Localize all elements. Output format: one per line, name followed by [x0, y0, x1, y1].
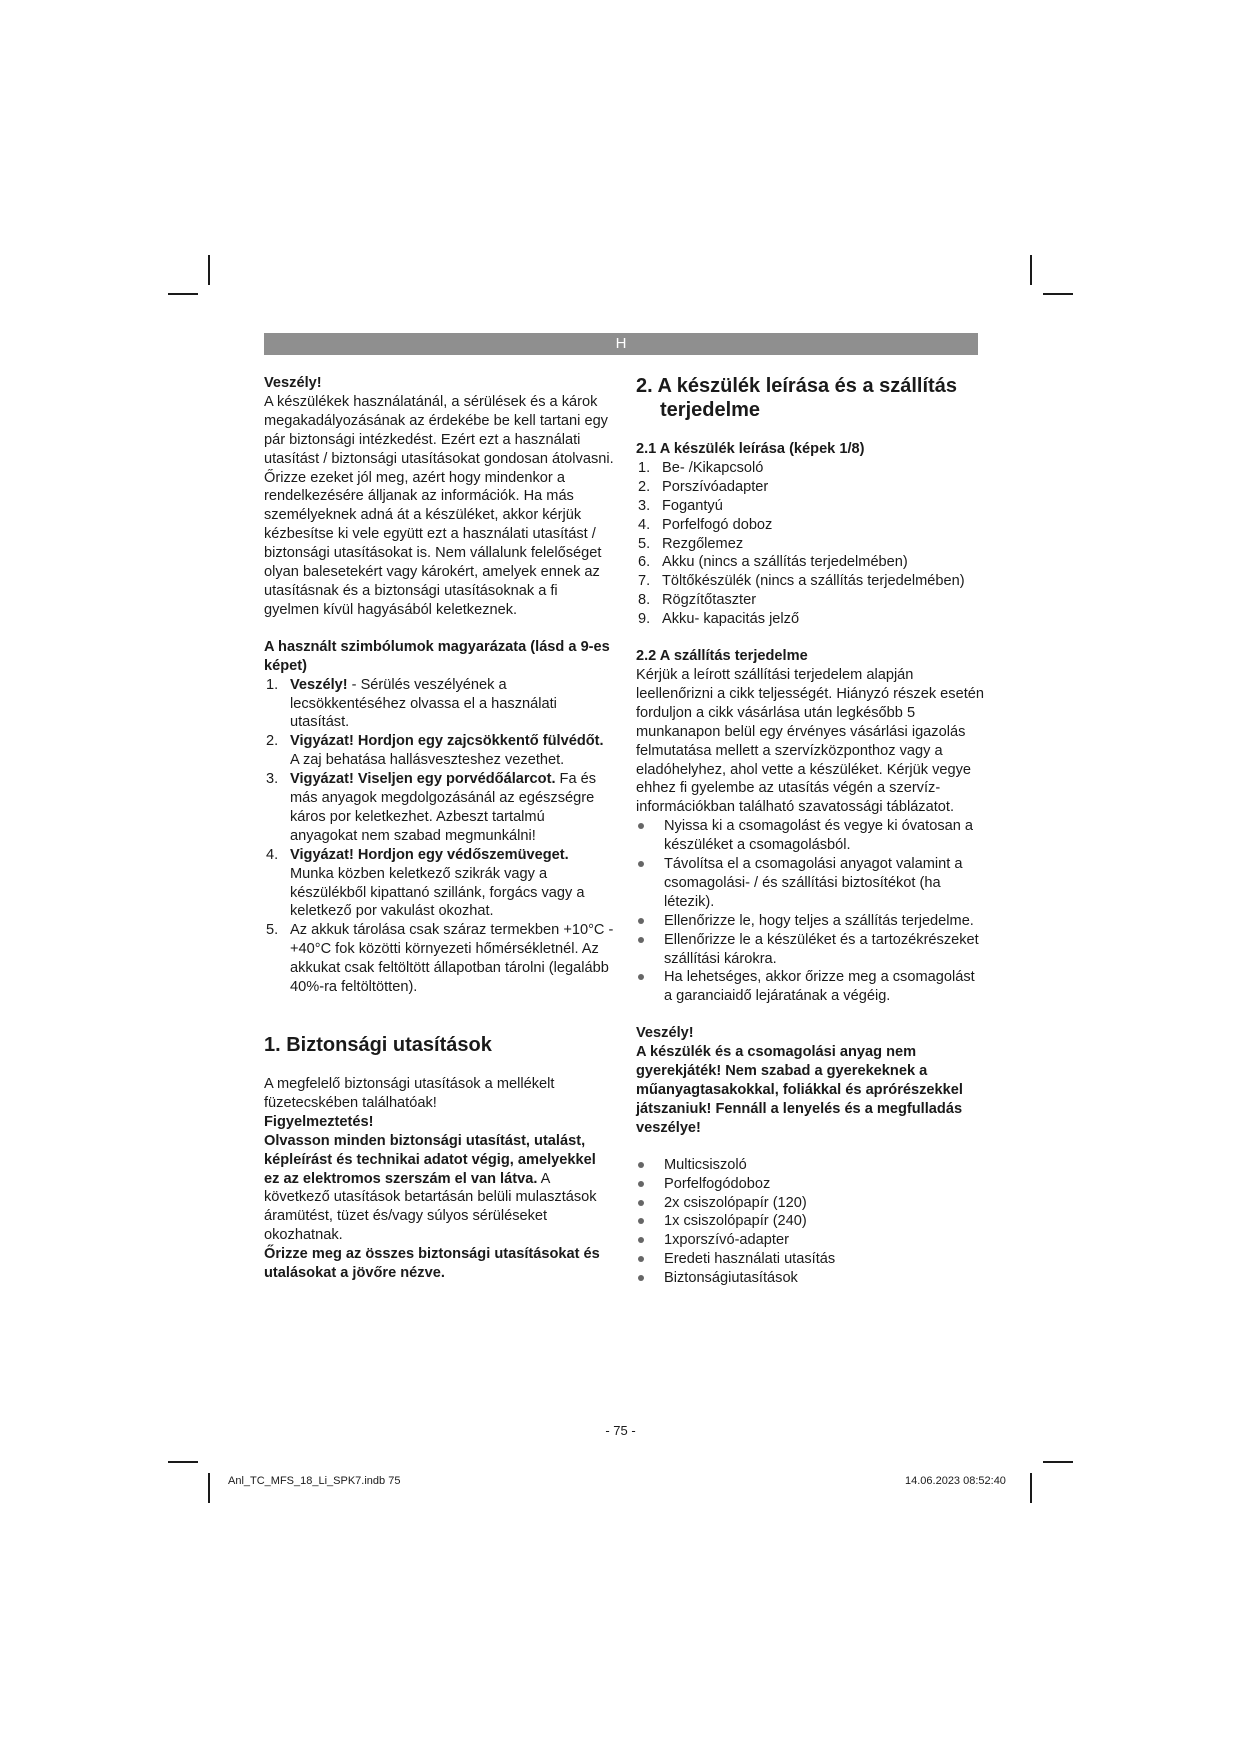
file-info: Anl_TC_MFS_18_Li_SPK7.indb 75	[228, 1475, 401, 1487]
scope-step: Nyissa ki a csomagolást és vegye ki óvatosan a készüléket a csomagolásból.	[636, 817, 986, 855]
symbol-item: 4. Vigyázat! Hordjon egy védőszemüveget. Munka közben keletkező szikrák vagy a készülékből kipattanó szillánk, forgács vagy a keletkező por vakulást okozhat.	[266, 846, 585, 920]
warning-title: Figyelmeztetés!	[264, 1113, 374, 1130]
contents-item: 1xporszívó-adapter	[636, 1231, 986, 1250]
part-item: 9. Akku- kapacitás jelző	[638, 611, 800, 628]
contents-item: 2x csiszolópapír (120)	[636, 1194, 986, 1213]
crop-mark	[1030, 255, 1032, 285]
part-item: 8. Rögzítőtaszter	[638, 592, 757, 609]
part-item: 4. Porfelfogó doboz	[638, 516, 773, 533]
part-item: 1. Be- /Kikapcsoló	[638, 459, 764, 476]
crop-mark	[1030, 1473, 1032, 1503]
symbol-item: 1. Veszély! - Sérülés veszélyének a lecsökkentéséhez olvassa el a használati utasítást.	[266, 676, 557, 731]
danger-text: A készülékek használatánál, a sérülések és a károk megakadályozásának az érdekébe be kell tartani egy pár biztonsági intézkedést. Ezért ezt a használati utasítást / biztonsági utasításokat gondosan átolvasni. Őrizze ezeket jól meg, azért hogy mindenkor a rendelkezésére álljanak az információk. Ha más személyeknek adná át a készüléket, akkor kérjük kézbesítse ki vele együtt ezt a használati utasítást / biztonsági utasításokat is. Nem vállalunk felelőséget olyan balesetekért vagy károkért, amelyek ennek az utasításnak és a biztonsági utasításoknak a fi gyelmen kívül hagyásából keletkeznek.	[264, 393, 614, 618]
left-column	[264, 374, 614, 1283]
part-item: 3. Fogantyú	[638, 497, 723, 514]
part-item: 2. Porszívóadapter	[638, 478, 769, 495]
crop-mark	[1043, 293, 1073, 295]
child-danger-title: Veszély!	[636, 1025, 694, 1042]
right-column	[636, 374, 986, 1288]
contents-item: 1x csiszolópapír (240)	[636, 1212, 986, 1231]
contents-item: Porfelfogódoboz	[636, 1175, 986, 1194]
scope-step: Ellenőrizze le a készüléket és a tartozékrészeket szállítási károkra.	[636, 931, 986, 969]
scope-steps-list	[636, 817, 986, 1006]
timestamp: 14.06.2023 08:52:40	[905, 1475, 1006, 1487]
crop-mark	[1043, 1461, 1073, 1463]
safety-intro: A megfelelő biztonsági utasítások a mellékelt füzetecskében találhatóak!	[264, 1076, 555, 1111]
scope-subtitle: 2.2 A szállítás terjedelme	[636, 648, 808, 665]
crop-mark	[168, 1461, 198, 1463]
contents-list	[636, 1156, 986, 1288]
child-danger-text: A készülék és a csomagolási anyag nem gyerekjáték! Nem szabad a gyerekeknek a műanyagtasakokkal, foliákkal és aprórészekkel játszaniuk! Fennáll a lenyelés és a megfulladás veszélye!	[636, 1044, 963, 1136]
crop-mark	[208, 255, 210, 285]
part-item: 7. Töltőkészülék (nincs a szállítás terjedelmében)	[638, 573, 965, 590]
contents-item: Biztonságiutasítások	[636, 1269, 986, 1288]
parts-list	[636, 459, 986, 629]
contents-item: Multicsiszoló	[636, 1156, 986, 1175]
part-item: 5. Rezgőlemez	[638, 535, 744, 552]
symbols-title: A használt szimbólumok magyarázata (lásd a 9-es képet)	[264, 638, 610, 674]
description-subtitle: 2.1 A készülék leírása (képek 1/8)	[636, 441, 865, 457]
scope-step: Távolítsa el a csomagolási anyagot valamint a csomagolási- / és szállítási biztosítékot (ha létezik).	[636, 855, 986, 912]
symbol-item: 2. Vigyázat! Hordjon egy zajcsökkentő fülvédőt. A zaj behatása hallásveszteshez vezethet.	[266, 733, 604, 769]
part-item: 6. Akku (nincs a szállítás terjedelmében)	[638, 554, 908, 571]
symbol-item: 3. Vigyázat! Viseljen egy porvédőálarcot. Fa és más anyagok megdolgozásánál az egészségre káros por keletkezhet. Azbeszt tartalmú anyagokat nem szabad megmunkálni!	[266, 771, 597, 844]
warning-paragraph: Olvasson minden biztonsági utasítást, utalást, képleírást és technikai adatot végig, amelyekkel ez az elektromos szerszám el van látva. A következő utasítások betartásán belüli mulasztások áramütést, tüzet és/vagy súlyos sérüléseket okozhatnak.	[264, 1132, 597, 1244]
symbol-item: 5. Az akkuk tárolása csak száraz termekben +10°C - +40°C fok közötti környezeti hőmérsékletnél. Az akkukat csak feltöltött állapotban tárolni (legalább 40%-ra feltöltötten).	[266, 922, 614, 996]
crop-mark	[168, 293, 198, 295]
description-heading: 2. A készülék leírása és a szállítás terjedelme	[636, 375, 957, 421]
safety-heading: 1. Biztonsági utasítások	[264, 1034, 492, 1056]
keep-instructions: Őrizze meg az összes biztonsági utasításokat és utalásokat a jövőre nézve.	[264, 1246, 600, 1282]
language-header-bar	[264, 333, 978, 355]
scope-text: Kérjük a leírott szállítási terjedelem alapján leellenőrizni a cikk teljességét. Hiányzó részek esetén forduljon a cikk vásárlása után legkésőbb 5 munkanapon belül egy érvényes vásárlási igazolás felmutatása mellett a szervízközponthoz vagy a eladóhelyhez, ahol vette a készüléket. Kérjük vegye ehhez fi gyelembe az utasítás végén a szervíz-információkban található szavatossági táblázatot.	[636, 666, 984, 816]
language-tab-label: H	[615, 335, 627, 352]
page-number: - 75 -	[605, 1423, 636, 1438]
danger-title: Veszély!	[264, 375, 322, 391]
scope-step: Ha lehetséges, akkor őrizze meg a csomagolást a garanciaidő lejáratának a végéig.	[636, 968, 986, 1006]
contents-item: Eredeti használati utasítás	[636, 1250, 986, 1269]
scope-step: Ellenőrizze le, hogy teljes a szállítás terjedelme.	[636, 912, 986, 931]
crop-mark	[208, 1473, 210, 1503]
symbols-list	[264, 676, 614, 997]
